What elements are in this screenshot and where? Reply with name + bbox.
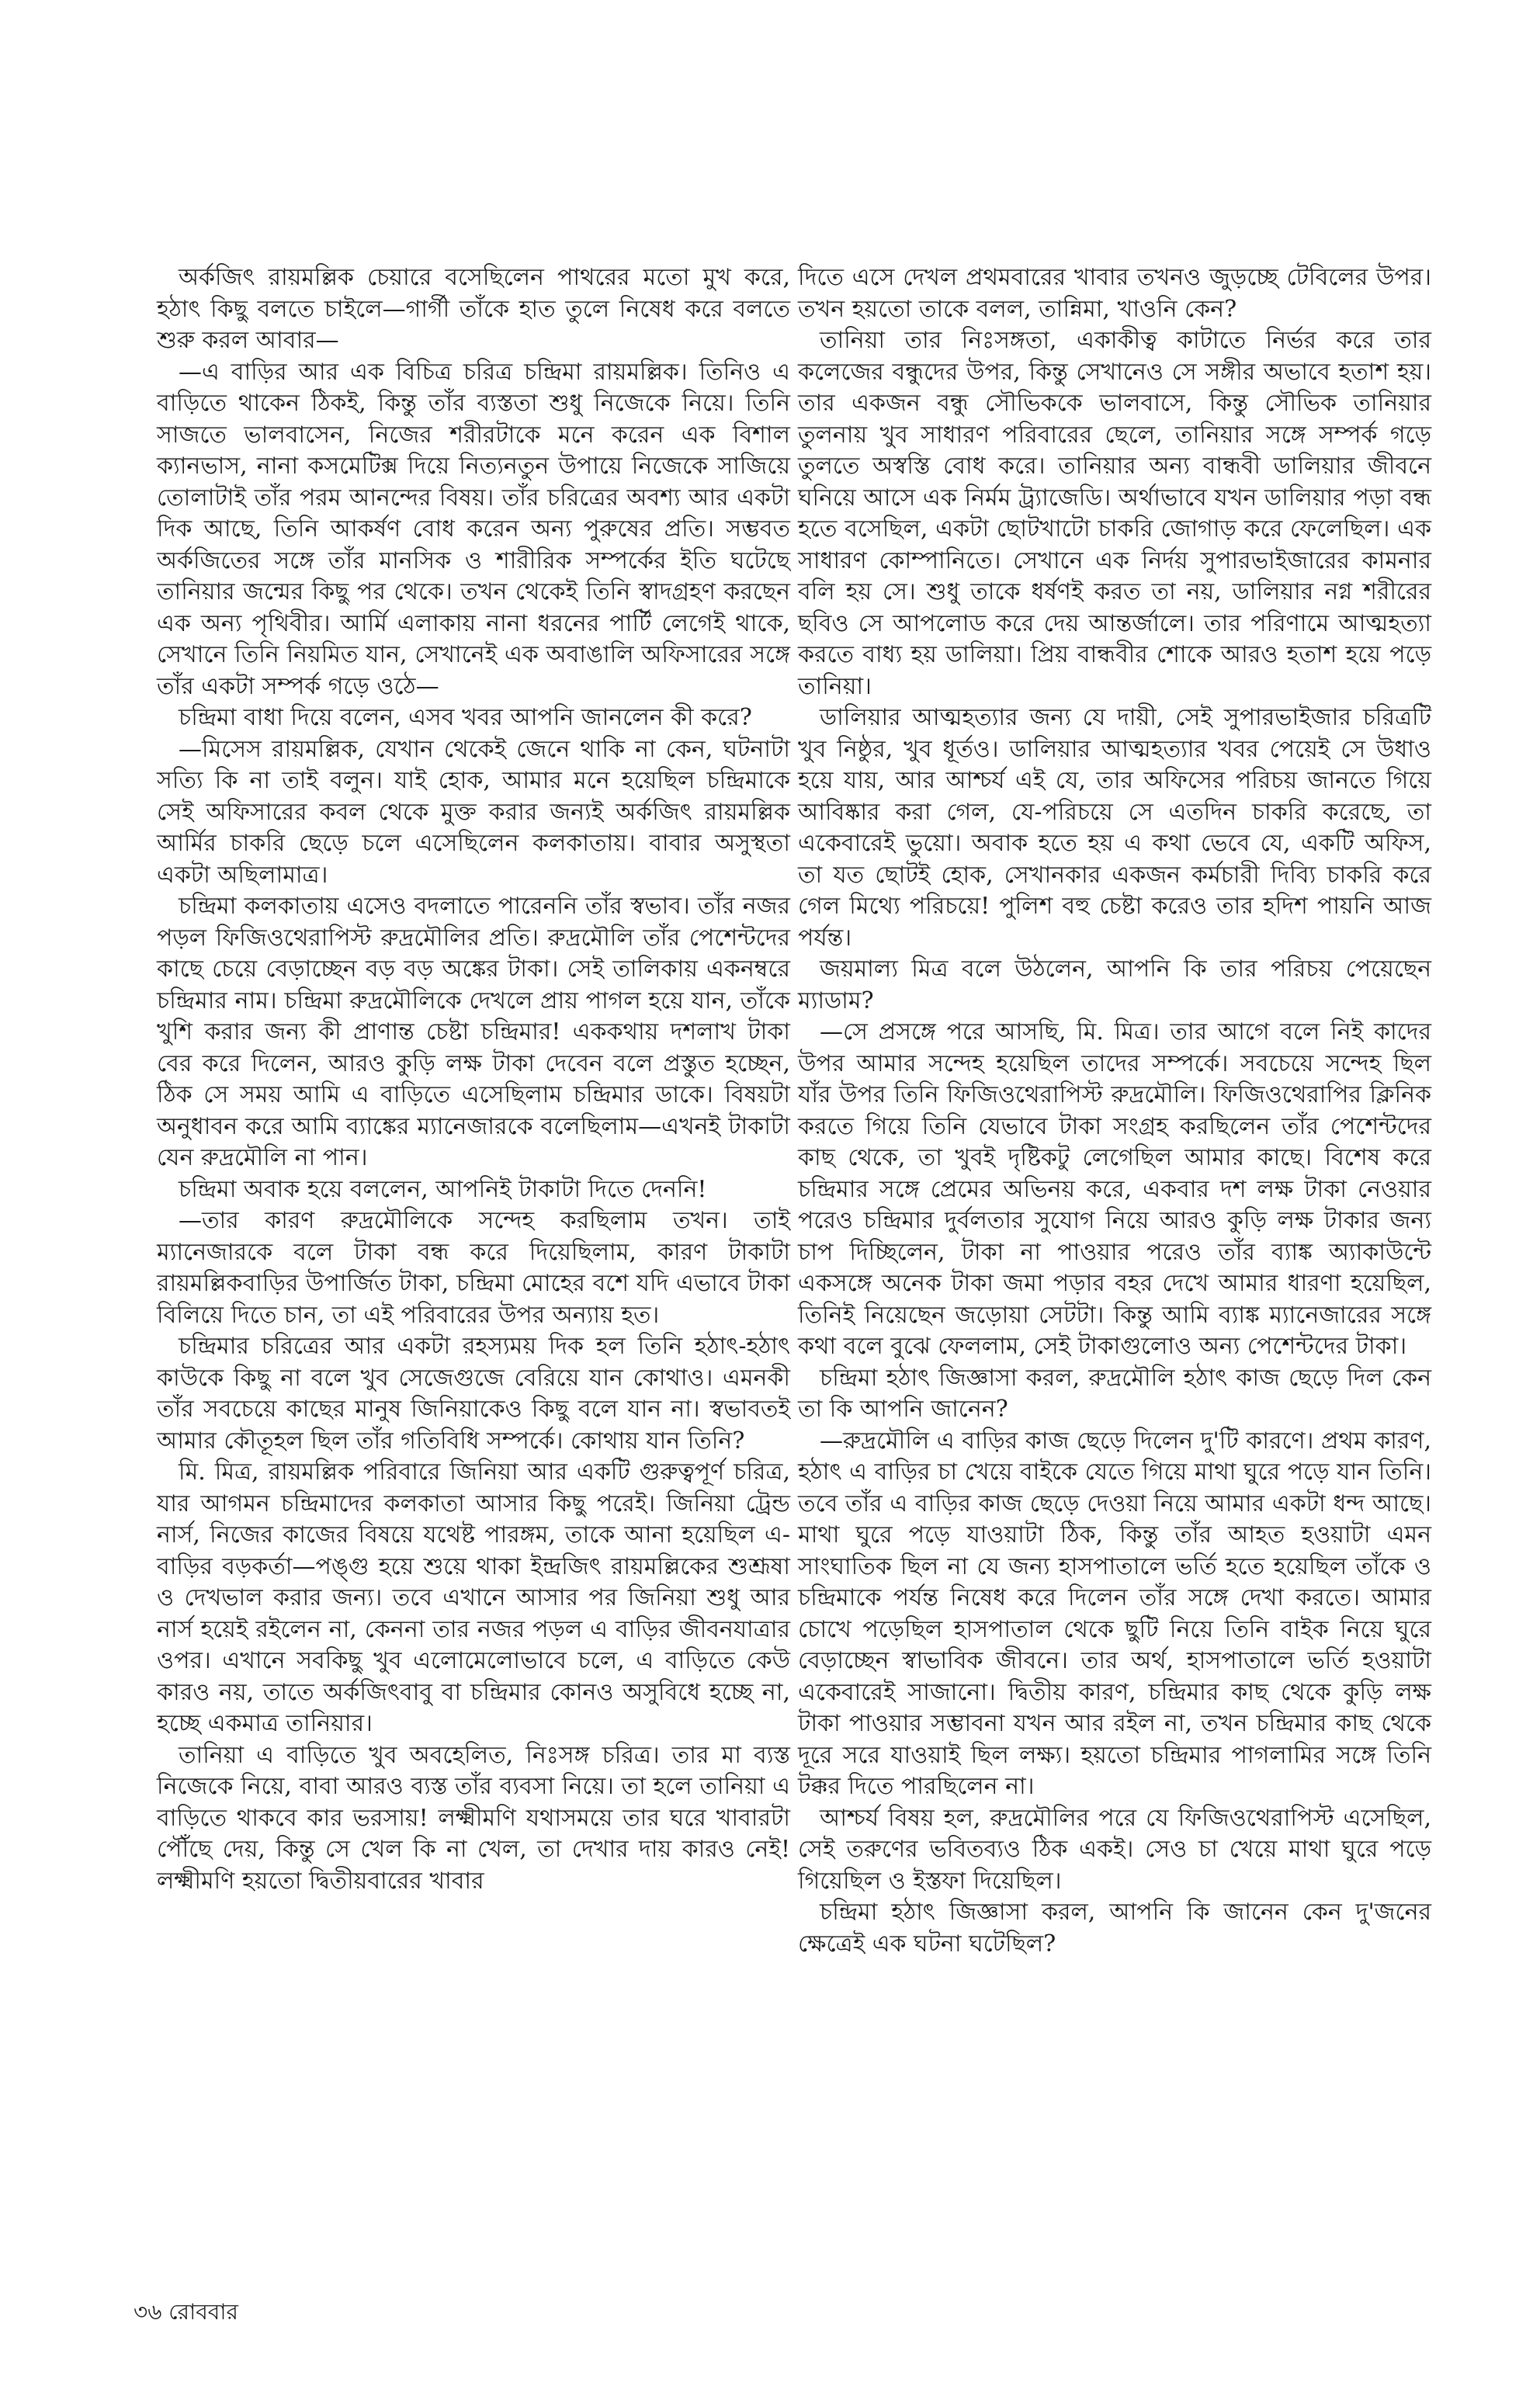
paragraph: চন্দ্রিমা বাধা দিয়ে বলেন, এসব খবর আপনি জানলেন কী করে? — [179, 704, 752, 731]
paragraph-continued: দিতে এসে দেখল প্রথমবারের খাবার তখনও জুড়চ্ছে টেবিলের উপর। তখন হয়তো তাকে বলল, তান্নিমা, খাওনি কেন? — [798, 264, 1431, 323]
page-folio: ৩৬ রোববার — [134, 2299, 238, 2325]
paragraph: চন্দ্রিমার চরিত্রের আর একটা রহস্যময় দিক হল তিনি হঠাৎ-হঠাৎ কাউকে কিছু না বলে খুব সেজেগুজে বেরিয়ে যান কোথাও। এমনকী তাঁর সবচেয়ে কাছের মানুষ জিনিয়াকেও কিছু বলে যান না। স্বভাবতই আমার কৌতূহল ছিল তাঁর গতিবিধি সম্পর্কে। কোথায় যান তিনি? — [157, 1333, 790, 1455]
paragraph: চন্দ্রিমা অবাক হয়ে বললেন, আপনিই টাকাটা দিতে দেননি! — [179, 1175, 707, 1203]
paragraph: —সে প্রসঙ্গে পরে আসছি, মি. মিত্র। তার আগে বলে নিই কাদের উপর আমার সন্দেহ হয়েছিল তাদের সম্পর্কে। সবচেয়ে সন্দেহ ছিল যাঁর উপর তিনি ফিজিওথেরাপিস্ট রুদ্রমৌলি। ফিজিওথেরাপির ক্লিনিক করতে গিয়ে তিনি যেভাবে টাকা সংগ্রহ করছিলেন তাঁর পেশেন্টদের কাছ থেকে, তা খুবই দৃষ্টিকটু লেগেছিল আমার কাছে। বিশেষ করে চন্দ্রিমার সঙ্গে প্রেমের অভিনয় করে, একবার দশ লক্ষ টাকা নেওয়ার পরেও চন্দ্রিমার দুর্বলতার সুযোগ নিয়ে আরও কুড়ি লক্ষ টাকার জন্য চাপ দিচ্ছিলেন, টাকা না পাওয়ার পরেও তাঁর ব্যাঙ্ক অ্যাকাউন্টে একসঙ্গে অনেক টাকা জমা পড়ার বহর দেখে আমার ধারণা হয়েছিল, তিনিই নিয়েছেন জড়োয়া সেটটা। কিন্তু আমি ব্যাঙ্ক ম্যানেজারের সঙ্গে কথা বলে বুঝে ফেললাম, সেই টাকাগুলোও অন্য পেশেন্টদের টাকা। — [798, 1018, 1431, 1360]
paragraph: চন্দ্রিমা হঠাৎ জিজ্ঞাসা করল, রুদ্রমৌলি হঠাৎ কাজ ছেড়ে দিল কেন তা কি আপনি জানেন? — [798, 1364, 1431, 1423]
paragraph: জয়মাল্য মিত্র বলে উঠলেন, আপনি কি তার পরিচয় পেয়েছেন ম্যাডাম? — [798, 955, 1431, 1014]
paragraph: তানিয়া তার নিঃসঙ্গতা, একাকীত্ব কাটাতে নির্ভর করে তার কলেজের বন্ধুদের উপর, কিন্তু সেখানেও সে সঙ্গীর অভাবে হতাশ হয়। তার একজন বন্ধু সৌভিককে ভালবাসে, কিন্তু সৌভিক তানিয়ার তুলনায় খুব সাধারণ পরিবারের ছেলে, তানিয়ার সঙ্গে সম্পর্ক গড়ে তুলতে অস্বস্তি বোধ করে। তানিয়ার অন্য বান্ধবী ডালিয়ার জীবনে ঘনিয়ে আসে এক নির্মম ট্র্যাজেডি। অর্থাভাবে যখন ডালিয়ার পড়া বন্ধ হতে বসেছিল, একটা ছোটখাটো চাকরি জোগাড় করে ফেলেছিল। এক সাধারণ কোম্পানিতে। সেখানে এক নির্দয় সুপারভাইজারের কামনার বলি হয় সে। শুধু তাকে ধর্ষণই করত তা নয়, ডালিয়ার নগ্ন শরীরের ছবিও সে আপলোড করে দেয় আন্তর্জালে। তার পরিণামে আত্মহত্যা করতে বাধ্য হয় ডালিয়া। প্রিয় বান্ধবীর শোকে আরও হতাশ হয়ে পড়ে তানিয়া। — [798, 327, 1431, 700]
paragraph: মি. মিত্র, রায়মল্লিক পরিবারে জিনিয়া আর একটি গুরুত্বপূর্ণ চরিত্র, যার আগমন চন্দ্রিমাদের কলকাতা আসার কিছু পরেই। জিনিয়া ট্রেন্ড নার্স, নিজের কাজের বিষয়ে যথেষ্ট পারঙ্গম, তাকে আনা হয়েছিল এ-বাড়ির বড়কর্তা—পঙ্গু হয়ে শুয়ে থাকা ইন্দ্রজিৎ রায়মল্লিকের শুশ্রূষা ও দেখভাল করার জন্য। তবে এখানে আসার পর জিনিয়া শুধু আর নার্স হয়েই রইলেন না, কেননা তার নজর পড়ল এ বাড়ির জীবনযাত্রার ওপর। এখানে সবকিছু খুব এলোমেলোভাবে চলে, এ বাড়িতে কেউ কারও নয়, তাতে অর্কজিৎবাবু বা চন্দ্রিমার কোনও অসুবিধে হচ্ছে না, হচ্ছে একমাত্র তানিয়ার। — [157, 1458, 790, 1737]
paragraph: চন্দ্রিমা কলকাতায় এসেও বদলাতে পারেননি তাঁর স্বভাব। তাঁর নজর পড়ল ফিজিওথেরাপিস্ট রুদ্রমৌলির প্রতি। রুদ্রমৌলি তাঁর পেশেন্টদের কাছে চেয়ে বেড়াচ্ছেন বড় বড় অঙ্কের টাকা। সেই তালিকায় একনম্বরে চন্দ্রিমার নাম। চন্দ্রিমা রুদ্রমৌলিকে দেখলে প্রায় পাগল হয়ে যান, তাঁকে খুশি করার জন্য কী প্রাণান্ত চেষ্টা চন্দ্রিমার! এককথায় দশলাখ টাকা বের করে দিলেন, আরও কুড়ি লক্ষ টাকা দেবেন বলে প্রস্তুত হচ্ছেন, ঠিক সে সময় আমি এ বাড়িতে এসেছিলাম চন্দ্রিমার ডাকে। বিষয়টা অনুধাবন করে আমি ব্যাঙ্কের ম্যানেজারকে বলেছিলাম—এখনই টাকাটা যেন রুদ্রমৌলি না পান। — [157, 893, 790, 1171]
paragraph: চন্দ্রিমা হঠাৎ জিজ্ঞাসা করল, আপনি কি জানেন কেন দু'জনের ক্ষেত্রেই এক ঘটনা ঘটেছিল? — [798, 1899, 1431, 1958]
paragraph: ডালিয়ার আত্মহত্যার জন্য যে দায়ী, সেই সুপারভাইজার চরিত্রটি খুব নিষ্ঠুর, খুব ধূর্তও। ডালিয়ার আত্মহত্যার খবর পেয়েই সে উধাও হয়ে যায়, আর আশ্চর্য এই যে, তার অফিসের পরিচয় জানতে গিয়ে আবিষ্কার করা গেল, যে-পরিচয়ে সে এতদিন চাকরি করেছে, তা একেবারেই ভুয়ো। অবাক হতে হয় এ কথা ভেবে যে, একটি অফিস, তা যত ছোটই হোক, সেখানকার একজন কর্মচারী দিব্যি চাকরি করে গেল মিথ্যে পরিচয়ে! পুলিশ বহু চেষ্টা করেও তার হদিশ পায়নি আজ পর্যন্ত। — [798, 704, 1431, 952]
paragraph: —রুদ্রমৌলি এ বাড়ির কাজ ছেড়ে দিলেন দু'টি কারণে। প্রথম কারণ, হঠাৎ এ বাড়ির চা খেয়ে বাইকে যেতে গিয়ে মাথা ঘুরে পড়ে যান তিনি। তবে তাঁর এ বাড়ির কাজ ছেড়ে দেওয়া নিয়ে আমার একটা ধন্দ আছে। মাথা ঘুরে পড়ে যাওয়াটা ঠিক, কিন্তু তাঁর আহত হওয়াটা এমন সাংঘাতিক ছিল না যে জন্য হাসপাতালে ভর্তি হতে হয়েছিল তাঁকে ও চন্দ্রিমাকে পর্যন্ত নিষেধ করে দিলেন তাঁর সঙ্গে দেখা করতে। আমার চোখে পড়েছিল হাসপাতাল থেকে ছুটি নিয়ে তিনি বাইক নিয়ে ঘুরে বেড়াচ্ছেন স্বাভাবিক জীবনে। তার অর্থ, হাসপাতালে ভর্তি হওয়াটা একেবারেই সাজানো। দ্বিতীয় কারণ, চন্দ্রিমার কাছ থেকে কুড়ি লক্ষ টাকা পাওয়ার সম্ভাবনা যখন আর রইল না, তখন চন্দ্রিমার কাছ থেকে দূরে সরে যাওয়াই ছিল লক্ষ্য। হয়তো চন্দ্রিমার পাগলামির সঙ্গে তিনি টক্কর দিতে পারছিলেন না। — [798, 1427, 1431, 1800]
paragraph: —মিসেস রায়মল্লিক, যেখান থেকেই জেনে থাকি না কেন, ঘটনাটা সত্যি কি না তাই বলুন। যাই হোক, আমার মনে হয়েছিল চন্দ্রিমাকে সেই অফিসারের কবল থেকে মুক্ত করার জন্যই অর্কজিৎ রায়মল্লিক আর্মির চাকরি ছেড়ে চলে এসেছিলেন কলকাতায়। বাবার অসুস্থতা একটা অছিলামাত্র। — [157, 735, 790, 889]
paragraph: —তার কারণ রুদ্রমৌলিকে সন্দেহ করছিলাম তখন। তাই ম্যানেজারকে বলে টাকা বন্ধ করে দিয়েছিলাম, কারণ টাকাটা রায়মল্লিকবাড়ির উপার্জিত টাকা, চন্দ্রিমা মোহের বশে যদি এভাবে টাকা বিলিয়ে দিতে চান, তা এই পরিবারের উপর অন্যায় হত। — [157, 1207, 790, 1329]
paragraph: আশ্চর্য বিষয় হল, রুদ্রমৌলির পরে যে ফিজিওথেরাপিস্ট এসেছিল, সেই তরুণের ভবিতব্যও ঠিক একই। সেও চা খেয়ে মাথা ঘুরে পড়ে গিয়েছিল ও ইস্তফা দিয়েছিল। — [798, 1804, 1431, 1895]
paragraph: অর্কজিৎ রায়মল্লিক চেয়ারে বসেছিলেন পাথরের মতো মুখ করে, হঠাৎ কিছু বলতে চাইলে—গার্গী তাঁকে হাত তুলে নিষেধ করে বলতে শুরু করল আবার— — [157, 264, 790, 354]
paragraph: তানিয়া এ বাড়িতে খুব অবহেলিত, নিঃসঙ্গ চরিত্র। তার মা ব্যস্ত নিজেকে নিয়ে, বাবা আরও ব্যস্ত তাঁর ব্যবসা নিয়ে। তা হলে তানিয়া এ বাড়িতে থাকবে কার ভরসায়! লক্ষ্মীমণি যথাসময়ে তার ঘরে খাবারটা পৌঁছে দেয়, কিন্তু সে খেল কি না খেল, তা দেখার দায় কারও নেই! লক্ষ্মীমণি হয়তো দ্বিতীয়বারের খাবার — [157, 1741, 790, 1895]
paragraph: —এ বাড়ির আর এক বিচিত্র চরিত্র চন্দ্রিমা রায়মল্লিক। তিনিও এ বাড়িতে থাকেন ঠিকই, কিন্তু তাঁর ব্যস্ততা শুধু নিজেকে নিয়ে। তিনি সাজতে ভালবাসেন, নিজের শরীরটাকে মনে করেন এক বিশাল ক্যানভাস, নানা কসমেটিক্স দিয়ে নিত্যনতুন উপায়ে নিজেকে সাজিয়ে তোলাটাই তাঁর পরম আনন্দের বিষয়। তাঁর চরিত্রের অবশ্য আর একটা দিক আছে, তিনি আকর্ষণ বোধ করেন অন্য পুরুষের প্রতি। সম্ভবত অর্কজিতের সঙ্গে তাঁর মানসিক ও শারীরিক সম্পর্কের ইতি ঘটেছে তানিয়ার জন্মের কিছু পর থেকে। তখন থেকেই তিনি স্বাদগ্রহণ করছেন এক অন্য পৃথিবীর। আর্মি এলাকায় নানা ধরনের পার্টি লেগেই থাকে, সেখানে তিনি নিয়মিত যান, সেখানেই এক অবাঙালি অফিসারের সঙ্গে তাঁর একটা সম্পর্ক গড়ে ওঠে— — [157, 358, 790, 700]
left-column — [157, 262, 790, 1897]
right-column — [798, 262, 1431, 1960]
